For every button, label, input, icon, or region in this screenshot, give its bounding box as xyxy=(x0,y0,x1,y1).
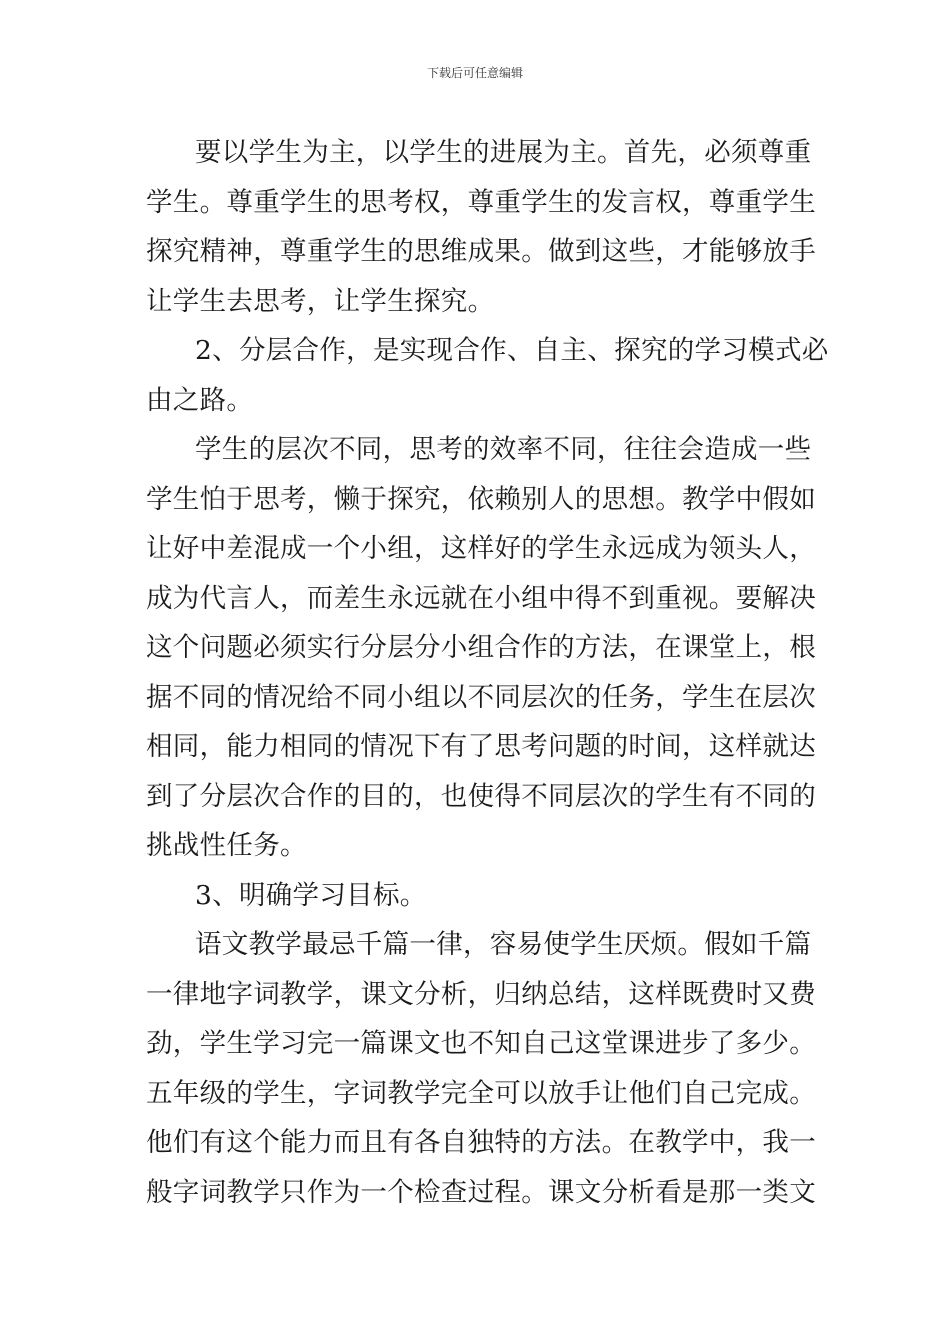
text-line: 3、明确学习目标。 xyxy=(195,879,427,911)
text-line: 劲，学生学习完一篇课文也不知自己这堂课进步了多少。 xyxy=(146,1028,816,1059)
text-line: 语文教学最忌千篇一律，容易使学生厌烦。假如千篇 xyxy=(195,929,812,960)
text-line: 学生怕于思考，懒于探究，依赖别人的思想。教学中假如 xyxy=(146,483,816,515)
text-line: 相同，能力相同的情况下有了思考问题的时间，这样就达 xyxy=(146,731,816,762)
text-line: 学生。尊重学生的思考权，尊重学生的发言权，尊重学生 xyxy=(146,186,816,218)
text-line: 成为代言人，而差生永远就在小组中得不到重视。要解决 xyxy=(146,582,816,614)
text-line: 2、分层合作，是实现合作、自主、探究的学习模式必 xyxy=(195,335,829,366)
text-line: 挑战性任务。 xyxy=(146,830,307,861)
text-line: 一律地字词教学，课文分析，归纳总结，这样既费时又费 xyxy=(146,978,816,1010)
text-line: 这个问题必须实行分层分小组合作的方法，在课堂上，根 xyxy=(146,632,816,663)
text-line: 由之路。 xyxy=(146,384,254,416)
text-line: 让学生去思考，让学生探究。 xyxy=(146,285,495,317)
text-line: 学生的层次不同，思考的效率不同，往往会造成一些 xyxy=(195,434,812,465)
text-line: 探究精神，尊重学生的思维成果。做到这些，才能够放手 xyxy=(146,236,816,267)
text-line: 他们有这个能力而且有各自独特的方法。在教学中，我一 xyxy=(146,1127,816,1158)
document-body xyxy=(146,128,829,1217)
text-line: 要以学生为主，以学生的进展为主。首先，必须尊重 xyxy=(195,137,812,168)
text-line: 五年级的学生，字词教学完全可以放手让他们自己完成。 xyxy=(146,1077,816,1109)
text-line: 让好中差混成一个小组，这样好的学生永远成为领头人， xyxy=(146,533,816,564)
text-line: 般字词教学只作为一个检查过程。课文分析看是那一类文 xyxy=(146,1176,816,1208)
page-header: 下载后可任意编辑 xyxy=(426,66,523,80)
text-line: 据不同的情况给不同小组以不同层次的任务，学生在层次 xyxy=(146,681,816,713)
text-line: 到了分层次合作的目的，也使得不同层次的学生有不同的 xyxy=(146,780,816,812)
